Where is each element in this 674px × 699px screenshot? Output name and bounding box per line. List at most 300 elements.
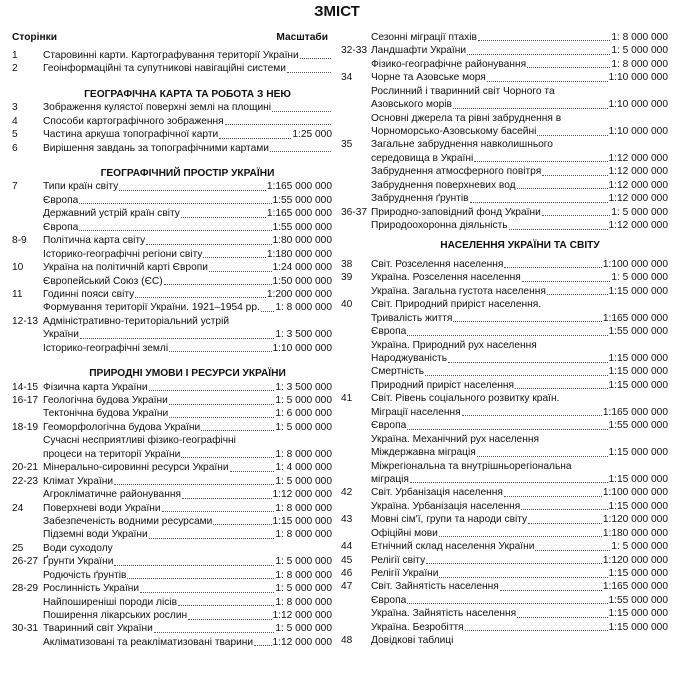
entry-title: України <box>43 329 79 341</box>
leader-dots <box>522 281 611 282</box>
page-number: 25 <box>12 542 24 554</box>
toc-entry <box>12 221 332 234</box>
page-number: 22-23 <box>12 475 39 487</box>
toc-entry <box>12 488 332 501</box>
toc-entry <box>341 419 668 432</box>
leader-dots <box>209 271 272 272</box>
map-scale: 1:180 000 000 <box>602 527 668 539</box>
map-scale: 1: 5 000 000 <box>611 206 668 218</box>
leader-dots <box>182 498 272 499</box>
map-scale: 1: 5 000 000 <box>275 421 332 433</box>
leader-dots <box>478 40 610 41</box>
entry-title: Забруднення ґрунтів <box>371 193 469 205</box>
entry-title: Сучасні несприятливі фізико-географічні <box>43 435 236 447</box>
toc-entry <box>341 98 668 111</box>
toc-entry <box>341 486 668 499</box>
map-scale: 1:165 000 000 <box>602 406 668 418</box>
toc-entry <box>12 421 332 434</box>
entry-title: Клімат України <box>43 475 114 487</box>
entry-title: Основні джерела та рівні забруднення в <box>371 112 562 124</box>
entry-title: Фізико-географічне районування <box>371 58 527 70</box>
map-scale: 1:15 000 000 <box>608 568 668 580</box>
page-number: 10 <box>12 262 24 274</box>
page-number: 12-13 <box>12 315 39 327</box>
leader-dots <box>527 67 610 68</box>
leader-dots <box>535 550 610 551</box>
entry-title: Україна. Зайнятість населення <box>371 608 517 620</box>
leader-dots <box>213 524 271 525</box>
page-number: 1 <box>12 49 18 61</box>
page-number: 45 <box>341 554 353 566</box>
entry-title: Рослинний і тваринний світ Чорного та <box>371 85 555 97</box>
leader-dots <box>453 108 608 109</box>
entry-title: Народжуваність <box>371 353 448 365</box>
toc-entry <box>341 339 668 352</box>
page-number: 26-27 <box>12 556 39 568</box>
entry-title: Годинні пояси світу <box>43 288 135 300</box>
entry-title: Природно-заповідний фонд України <box>371 206 541 218</box>
toc-entry <box>341 634 668 647</box>
leader-dots <box>178 605 274 606</box>
toc-entry <box>12 49 332 62</box>
map-scale: 1: 5 000 000 <box>275 583 332 595</box>
page-number: 35 <box>341 139 353 151</box>
map-scale: 1:15 000 000 <box>608 379 668 391</box>
map-scale: 1:10 000 000 <box>608 126 668 138</box>
leader-dots <box>448 362 607 363</box>
leader-dots <box>453 321 601 322</box>
map-scale: 1:55 000 000 <box>272 221 332 233</box>
entry-title: Старовинні карти. Картографування території України <box>43 49 299 61</box>
map-scale: 1:165 000 000 <box>266 208 332 220</box>
leader-dots <box>439 577 607 578</box>
entry-title: Забруднення поверхневих вод <box>371 179 516 191</box>
entry-title: Геоморфологічна будова України <box>43 421 201 433</box>
leader-dots <box>537 135 607 136</box>
toc-entry <box>341 594 668 607</box>
toc-entry <box>12 448 332 461</box>
toc-entry <box>12 181 332 194</box>
toc-entry <box>12 528 332 541</box>
leader-dots <box>477 456 608 457</box>
toc-entry <box>341 540 668 553</box>
entry-title: Забруднення атмосферного повітря <box>371 166 542 178</box>
toc-entry <box>12 542 332 555</box>
toc-entry <box>12 502 332 515</box>
entry-title: міграція <box>371 473 409 485</box>
entry-title: Типи країн світу <box>43 181 119 193</box>
entry-title: процеси на території України <box>43 448 181 460</box>
leader-dots <box>181 217 266 218</box>
entry-title: Україна. Урбанізація населення <box>371 500 521 512</box>
spacer <box>12 155 332 167</box>
map-scale: 1:12 000 000 <box>608 166 668 178</box>
leader-dots <box>169 404 275 405</box>
toc-entry <box>341 392 668 405</box>
leader-dots <box>270 151 331 152</box>
map-scale: 1:165 000 000 <box>266 181 332 193</box>
map-scale: 1:15 000 000 <box>608 447 668 459</box>
toc-entry <box>12 623 332 636</box>
page-number: 7 <box>12 181 18 193</box>
entry-title: Фізична карта України <box>43 381 148 393</box>
toc-entry <box>341 379 668 392</box>
toc-entry <box>12 408 332 421</box>
page-number: 16-17 <box>12 395 39 407</box>
entry-title: Релігії України <box>371 568 439 580</box>
map-scale: 1:55 000 000 <box>272 194 332 206</box>
entry-title: Рослинність України <box>43 583 140 595</box>
leader-dots <box>114 484 274 485</box>
leader-dots <box>169 417 274 418</box>
toc-entry <box>12 381 332 394</box>
entry-title: Етнічний склад населення України <box>371 541 535 553</box>
map-scale: 1:10 000 000 <box>608 99 668 111</box>
toc-entry <box>12 555 332 568</box>
section-heading: ГЕОГРАФІЧНИЙ ПРОСТІР УКРАЇНИ <box>100 168 275 180</box>
page-number: 43 <box>341 514 353 526</box>
leader-dots <box>547 294 608 295</box>
entry-title: Європа <box>43 221 79 233</box>
map-scale: 1:15 000 000 <box>608 473 668 485</box>
toc-entry <box>341 446 668 459</box>
map-scale: 1:55 000 000 <box>608 420 668 432</box>
map-scale: 1:15 000 000 <box>608 353 668 365</box>
entry-title: Мовні сім'ї, групи та народи світу <box>371 514 528 526</box>
toc-entry <box>12 128 332 141</box>
entry-title: Європейський Союз (ЄС) <box>43 275 163 287</box>
toc-entry <box>341 258 668 271</box>
leader-dots <box>80 338 274 339</box>
toc-entry <box>341 58 668 71</box>
leader-dots <box>135 297 266 298</box>
toc-entry <box>341 85 668 98</box>
toc-entry <box>12 461 332 474</box>
map-scale: 1: 3 500 000 <box>275 329 332 341</box>
entry-title: Природний приріст населення <box>371 379 515 391</box>
leader-dots <box>154 632 275 633</box>
toc-header <box>12 31 332 45</box>
map-scale: 1: 6 000 000 <box>275 408 332 420</box>
leader-dots <box>462 415 602 416</box>
leader-dots <box>162 511 275 512</box>
leader-dots <box>487 81 608 82</box>
toc-entry <box>12 394 332 407</box>
entry-title: Україна. Загальна густота населення <box>371 285 546 297</box>
leader-dots <box>254 645 271 646</box>
leader-dots <box>504 267 601 268</box>
entry-title: Європа <box>371 594 407 606</box>
map-scale: 1:12 000 000 <box>608 152 668 164</box>
entry-title: Світ. Розселення населення <box>371 258 504 270</box>
toc-entry <box>341 527 668 540</box>
leader-dots <box>127 578 274 579</box>
map-scale: 1:12 000 000 <box>272 610 332 622</box>
toc-entry <box>341 513 668 526</box>
leader-dots <box>517 188 608 189</box>
toc-entry <box>341 325 668 338</box>
toc-entry <box>341 152 668 165</box>
leader-dots <box>140 592 274 593</box>
entry-title: Історико-географічні регіони світу <box>43 248 203 260</box>
toc-entry <box>12 101 332 114</box>
entry-title: Міждержавна міграція <box>371 447 476 459</box>
leader-dots <box>188 619 271 620</box>
entry-title: Україна. Механічний рух населення <box>371 433 539 445</box>
leader-dots <box>521 509 607 510</box>
entry-title: Міжрегіональна та внутрішньорегіональна <box>371 460 572 472</box>
entry-title: Релігії світу <box>371 554 426 566</box>
map-scale: 1:120 000 000 <box>602 554 668 566</box>
toc-entry <box>341 460 668 473</box>
toc-entry <box>12 609 332 622</box>
map-scale: 1: 5 000 000 <box>275 395 332 407</box>
map-scale: 1:15 000 000 <box>608 621 668 633</box>
entry-title: Способи картографічного зображення <box>43 115 224 127</box>
toc-entry <box>12 261 332 274</box>
leader-dots <box>287 72 331 73</box>
toc-entry <box>341 473 668 486</box>
toc-entry <box>341 112 668 125</box>
entry-title: Підземні води України <box>43 529 148 541</box>
toc-entry <box>341 607 668 620</box>
entry-title: Азовського морів <box>371 99 452 111</box>
pages-header: Сторінки <box>12 32 58 43</box>
leader-dots <box>181 457 274 458</box>
toc-entry <box>12 315 332 328</box>
leader-dots <box>465 630 608 631</box>
leader-dots <box>542 175 607 176</box>
map-scale: 1:15 000 000 <box>608 285 668 297</box>
page-number: 24 <box>12 502 24 514</box>
toc-entry <box>12 328 332 341</box>
toc-entry <box>12 142 332 155</box>
map-scale: 1: 8 000 000 <box>275 596 332 608</box>
entry-title: Мінерально-сировинні ресурси України <box>43 462 229 474</box>
section-heading: ПРИРОДНІ УМОВИ І РЕСУРСИ УКРАЇНИ <box>89 368 286 380</box>
page-number: 40 <box>341 299 353 311</box>
entry-title: Загальне забруднення навколишнього <box>371 139 553 151</box>
leader-dots <box>164 284 272 285</box>
entry-title: Європа <box>371 420 407 432</box>
page-number: 34 <box>341 72 353 84</box>
entry-title: Зображення кулястої поверхні землі на площині <box>43 102 272 114</box>
leader-dots <box>542 215 611 216</box>
entry-title: Агрокліматичне районування <box>43 489 181 501</box>
section-heading: НАСЕЛЕННЯ УКРАЇНИ ТА СВІТУ <box>440 239 600 251</box>
toc-entry <box>341 366 668 379</box>
page-number: 2 <box>12 63 18 75</box>
page-number: 36-37 <box>341 206 368 218</box>
toc-entry <box>12 194 332 207</box>
leader-dots <box>410 482 608 483</box>
entry-title: Європа <box>43 194 79 206</box>
scales-header: Масштаби <box>276 32 328 43</box>
map-scale: 1: 8 000 000 <box>275 569 332 581</box>
map-scale: 1:180 000 000 <box>266 248 332 260</box>
toc-entry <box>12 115 332 128</box>
leader-dots <box>467 54 610 55</box>
page-number: 48 <box>341 635 353 647</box>
entry-title: Світ. Зайнятість населення <box>371 581 499 593</box>
entry-title: Формування території України. 1921–1954 рр. <box>43 302 260 314</box>
toc-right-column <box>341 31 668 648</box>
map-scale: 1:12 000 000 <box>608 179 668 191</box>
toc-entry <box>341 433 668 446</box>
spacer <box>12 355 332 367</box>
page-number: 5 <box>12 129 18 141</box>
toc-left-column <box>12 31 332 649</box>
toc-entry <box>12 207 332 220</box>
map-scale: 1: 4 000 000 <box>275 462 332 474</box>
page-number: 14-15 <box>12 381 39 393</box>
toc-entry <box>341 271 668 284</box>
toc-entry <box>341 71 668 84</box>
entry-title: Природоохоронна діяльність <box>371 220 508 232</box>
toc-entry <box>341 312 668 325</box>
page-number: 18-19 <box>12 421 39 433</box>
toc-entry <box>341 44 668 57</box>
map-scale: 1:15 000 000 <box>608 608 668 620</box>
leader-dots <box>425 375 607 376</box>
toc-entry <box>341 192 668 205</box>
entry-title: Світ. Природний приріст населення. <box>371 299 542 311</box>
leader-dots <box>407 335 607 336</box>
entry-title: Чорне та Азовське моря <box>371 72 486 84</box>
map-scale: 1:10 000 000 <box>272 342 332 354</box>
toc-entry <box>341 554 668 567</box>
leader-dots <box>79 203 271 204</box>
toc-entry <box>12 475 332 488</box>
entry-title: Тривалість життя <box>371 312 453 324</box>
toc-entry <box>12 234 332 247</box>
leader-dots <box>439 536 602 537</box>
toc-entry <box>341 179 668 192</box>
map-scale: 1:100 000 000 <box>602 487 668 499</box>
entry-title: Адміністративно-територіальний устрій <box>43 315 230 327</box>
toc-entry <box>341 298 668 311</box>
map-scale: 1: 8 000 000 <box>275 529 332 541</box>
leader-dots <box>528 523 602 524</box>
toc-entry <box>12 596 332 609</box>
spacer <box>12 76 332 88</box>
map-scale: 1: 5 000 000 <box>611 45 668 57</box>
map-scale: 1:80 000 000 <box>272 235 332 247</box>
toc-entry <box>341 581 668 594</box>
toc-entry <box>12 342 332 355</box>
entry-title: Офіційні мови <box>371 527 438 539</box>
map-scale: 1: 8 000 000 <box>275 302 332 314</box>
map-scale: 1:15 000 000 <box>608 500 668 512</box>
map-scale: 1: 5 000 000 <box>611 541 668 553</box>
map-scale: 1:12 000 000 <box>272 489 332 501</box>
entry-title: Ґрунти України <box>43 556 114 568</box>
toc-entry <box>341 31 668 44</box>
entry-title: Історико-географічні землі <box>43 342 169 354</box>
page-number: 47 <box>341 581 353 593</box>
entry-title: Довідкові таблиці <box>371 635 454 647</box>
map-scale: 1:200 000 000 <box>266 288 332 300</box>
entry-title: Політична карта світу <box>43 235 146 247</box>
leader-dots <box>169 351 271 352</box>
map-scale: 1:100 000 000 <box>602 258 668 270</box>
leader-dots <box>114 565 274 566</box>
leader-dots <box>474 161 607 162</box>
toc-entry <box>341 165 668 178</box>
entry-title: Державний устрій країн світу <box>43 208 180 220</box>
entry-title: Тваринний світ України <box>43 623 153 635</box>
entry-title: Європа <box>371 326 407 338</box>
toc-entry <box>12 288 332 301</box>
entry-title: Акліматизовані та реакліматизовані тварини <box>43 636 254 648</box>
page-number: 44 <box>341 541 353 553</box>
entry-title: Світ. Рівень соціального розвитку країн. <box>371 393 560 405</box>
entry-title: Забезпеченість водними ресурсами <box>43 515 213 527</box>
map-scale: 1: 8 000 000 <box>611 58 668 70</box>
toc-entry <box>12 275 332 288</box>
toc-entry <box>341 352 668 365</box>
entry-title: Поверхневі води України <box>43 502 161 514</box>
leader-dots <box>203 257 265 258</box>
entry-title: середовища в Україні <box>371 152 474 164</box>
map-scale: 1:15 000 000 <box>272 515 332 527</box>
toc-entry <box>12 582 332 595</box>
page-number: 42 <box>341 487 353 499</box>
map-scale: 1:10 000 000 <box>608 72 668 84</box>
map-scale: 1:55 000 000 <box>608 594 668 606</box>
entry-title: Міграції населення <box>371 406 461 418</box>
map-scale: 1:50 000 000 <box>272 275 332 287</box>
leader-dots <box>219 138 291 139</box>
map-scale: 1:120 000 000 <box>602 514 668 526</box>
leader-dots <box>504 496 602 497</box>
toc-entry <box>12 248 332 261</box>
page-number: 38 <box>341 258 353 270</box>
entry-title: Ландшафти України <box>371 45 467 57</box>
leader-dots <box>149 538 275 539</box>
toc-entry <box>12 636 332 649</box>
leader-dots <box>470 202 608 203</box>
toc-entry <box>341 500 668 513</box>
page-number: 32-33 <box>341 45 368 57</box>
page-number: 30-31 <box>12 623 39 635</box>
entry-title: Частина аркуша топографічної карти <box>43 129 219 141</box>
leader-dots <box>272 111 331 112</box>
page-number: 28-29 <box>12 583 39 595</box>
entry-title: Геоінформаційні та супутникові навігаційні системи <box>43 63 286 75</box>
page-number: 46 <box>341 568 353 580</box>
leader-dots <box>407 603 607 604</box>
toc-entry <box>341 139 668 152</box>
page-title: ЗМІСТ <box>314 3 360 20</box>
toc-entry <box>341 406 668 419</box>
entry-title: Україна. Природний рух населення <box>371 339 537 351</box>
map-scale: 1:55 000 000 <box>608 326 668 338</box>
map-scale: 1: 5 000 000 <box>275 475 332 487</box>
entry-title: Тектонічна будова України <box>43 408 169 420</box>
entry-title: Сезонні міграції птахів <box>371 31 477 43</box>
leader-dots <box>225 124 331 125</box>
map-scale: 1:25 000 <box>292 129 332 141</box>
leader-dots <box>119 190 266 191</box>
toc-entry <box>12 62 332 75</box>
entry-title: Україна на політичній карті Європи <box>43 262 208 274</box>
leader-dots <box>261 311 275 312</box>
toc-entry <box>341 125 668 138</box>
section-heading: ГЕОГРАФІЧНА КАРТА ТА РОБОТА З НЕЮ <box>84 88 291 100</box>
leader-dots <box>500 590 602 591</box>
map-scale: 1:165 000 000 <box>602 581 668 593</box>
